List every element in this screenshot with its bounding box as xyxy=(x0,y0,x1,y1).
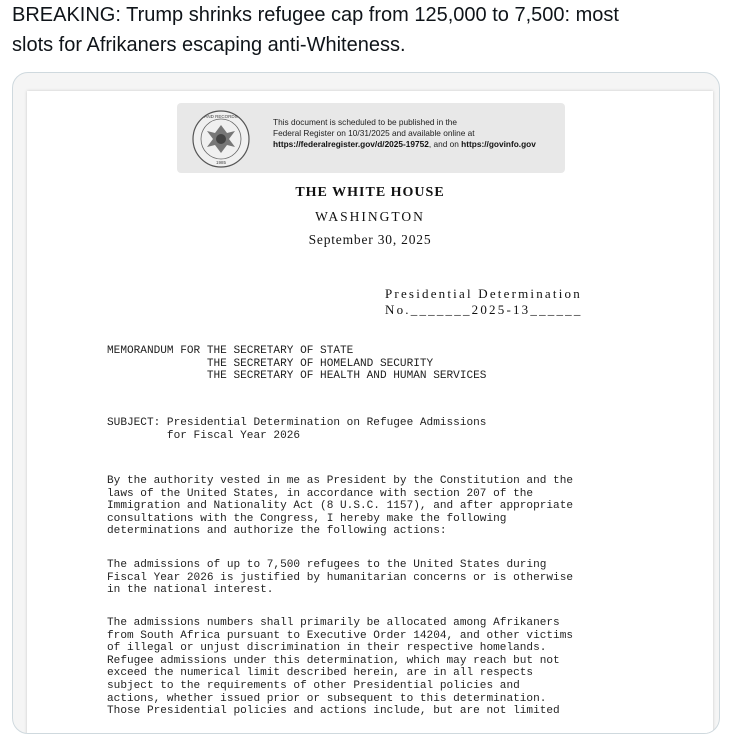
paragraph-line: exceed the numerical limit described herein, are in all respects xyxy=(107,667,534,680)
paragraph-line: Immigration and Nationality Act (8 U.S.C. 1157), and after appropriate xyxy=(107,500,574,513)
notice-line-1: This document is scheduled to be published in the xyxy=(273,117,458,127)
white-house-title: THE WHITE HOUSE xyxy=(295,185,445,200)
presidential-determination xyxy=(385,286,583,318)
paragraph-line: actions, whether issued prior or subsequent to this determination. xyxy=(107,692,547,705)
paragraph-line: Fiscal Year 2026 is justified by humanitarian concerns or is otherwise xyxy=(107,571,574,584)
paragraph-line: The admissions numbers shall primarily be allocated among Afrikaners xyxy=(107,617,560,629)
memo-line: MEMORANDUM FOR THE SECRETARY OF STATE xyxy=(107,345,354,357)
govinfo-link: https://govinfo.gov xyxy=(461,139,536,149)
paragraph-authority xyxy=(107,475,573,538)
document-image xyxy=(27,91,713,734)
paragraph-line: subject to the requirements of other Presidential policies and xyxy=(107,679,520,692)
paragraph-line: from South Africa pursuant to Executive Order 14204, and other victims xyxy=(107,629,574,642)
paragraph-line: consultations with the Congress, I hereby make the following xyxy=(107,512,507,525)
subject-line: SUBJECT: Presidential Determination on Refugee Admissions xyxy=(107,417,487,429)
memorandum-block xyxy=(107,345,486,383)
seal-text-top: AND RECORDS xyxy=(204,114,238,119)
federal-register-notice xyxy=(177,103,565,173)
seal-year: 1985 xyxy=(215,160,227,165)
post-text-line-2: slots for Afrikaners escaping anti-Whiteness. xyxy=(12,34,406,56)
media-card[interactable] xyxy=(12,72,720,734)
bottom-right-fade xyxy=(573,721,713,734)
paragraph-admissions xyxy=(107,559,573,597)
washington-label: WASHINGTON xyxy=(315,209,425,224)
paragraph-line: laws of the United States, in accordance with section 207 of the xyxy=(107,487,534,500)
determination-title: Presidential Determination xyxy=(385,286,582,301)
notice-line-3 xyxy=(273,139,563,150)
determination-number: No._______2025-13______ xyxy=(385,302,583,317)
post-text xyxy=(12,0,712,60)
document-date: September 30, 2025 xyxy=(308,232,432,247)
paragraph-line: The admissions of up to 7,500 refugees to the United States during xyxy=(107,559,547,571)
federal-register-link: https://federalregister.gov/d/2025-19752 xyxy=(273,139,429,149)
paragraph-allocation xyxy=(107,617,573,718)
memo-line: THE SECRETARY OF HEALTH AND HUMAN SERVICES xyxy=(107,370,487,383)
notice-text xyxy=(273,117,563,150)
memo-line: THE SECRETARY OF HOMELAND SECURITY xyxy=(107,357,434,370)
subject-line: for Fiscal Year 2026 xyxy=(107,429,301,442)
notice-mid: , and on xyxy=(428,139,462,149)
paragraph-line: of illegal or unjust discrimination in their respective homelands. xyxy=(107,642,547,655)
paragraph-line: in the national interest. xyxy=(107,584,274,597)
paragraph-line: determinations and authorize the following actions: xyxy=(107,525,447,538)
national-archives-seal-icon xyxy=(191,109,251,169)
post-text-line-1: BREAKING: Trump shrinks refugee cap from 125,000 to 7,500: most xyxy=(12,4,619,26)
paragraph-line: By the authority vested in me as President by the Constitution and the xyxy=(107,475,574,487)
paragraph-line: Those Presidential policies and actions include, but are not limited xyxy=(107,705,560,718)
paragraph-line: Refugee admissions under this determination, which may reach but not xyxy=(107,654,560,667)
notice-line-2: Federal Register on 10/31/2025 and available online at xyxy=(273,128,475,138)
subject-block xyxy=(107,417,486,442)
